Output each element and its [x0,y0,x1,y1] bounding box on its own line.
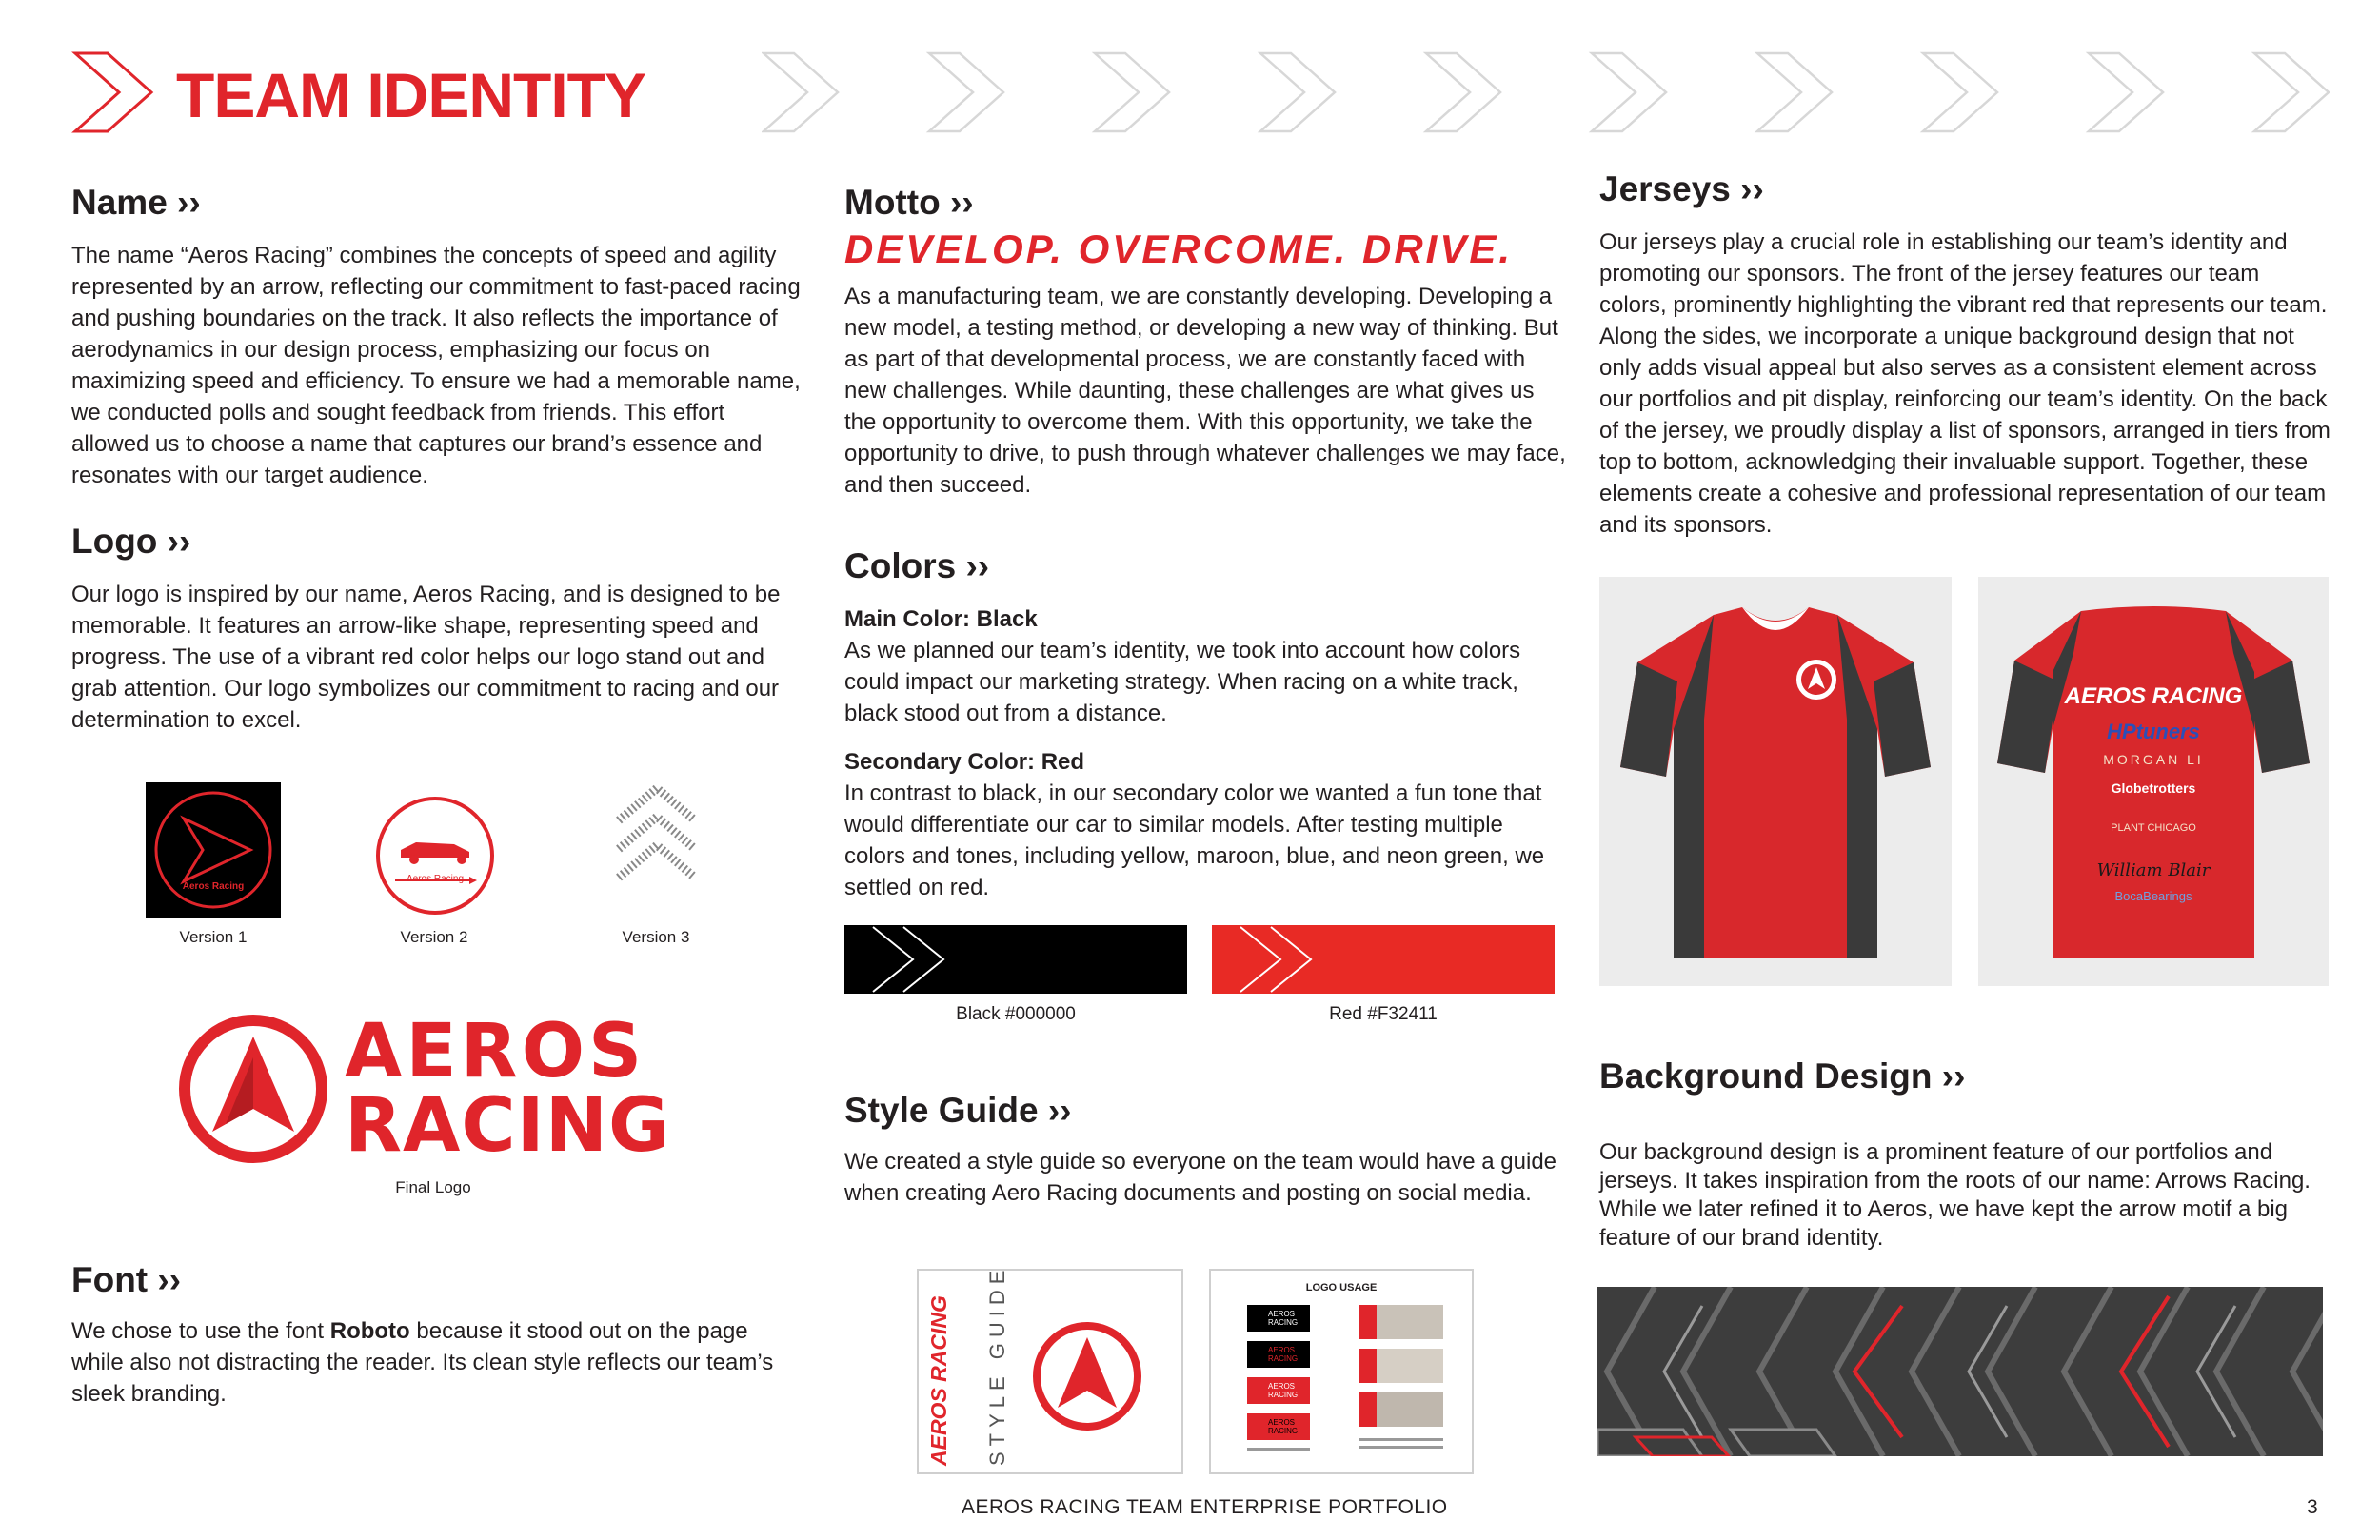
header-chevron-icon [71,49,157,135]
motto-body: As a manufacturing team, we are constantly developing. Developing a new model, a testing method, or developing a new way of thinking. But as part of that developmental process, we are constantly faced with new challenges. While daunting, these challenges are what gives us the opportunity to overcome them. With this opportunity, we take the opportunity to drive, to push through whatever challenges we may face, and then succeed. [844,284,1566,498]
final-logo-line1: AEROS [345,1009,646,1095]
background-design-image [1597,1287,2323,1456]
style-guide-body: We created a style guide so everyone on the team would have a guide when creating Aero Racing documents and posting on social media. [844,1149,1557,1206]
background-design-body: Our background design is a prominent feature of our portfolios and jerseys. It takes inspiration from the roots of our name: Arrows Racing. While we later refined it to Aeros, we have kept the arrow motif a big feature of our brand identity. [1599,1139,2311,1251]
photo-thumb-3 [1359,1392,1443,1427]
mini-logo-4 [1247,1413,1310,1440]
version-1-text: Aeros Racing [182,881,245,892]
version-1-caption: Version 1 [179,928,248,946]
mini-logo-text: AEROS [1268,1346,1296,1354]
style-guide-page [1209,1269,1474,1474]
page-title: TEAM IDENTITY [176,60,645,130]
arrow-logo-icon [146,782,281,918]
sponsor-bocabearings: BocaBearings [2114,889,2192,903]
page-number: 3 [2307,1496,2318,1518]
mini-logo-text: AEROS [1268,1382,1296,1391]
secondary-color-title: Secondary Color: Red [844,749,1085,775]
photo-thumb-2 [1359,1349,1443,1383]
fine-print [1247,1448,1310,1451]
footer-text: AEROS RACING TEAM ENTERPRISE PORTFOLIO [962,1496,1448,1518]
chevron-pattern-icon [762,49,2332,135]
mini-logo-text: AEROS [1268,1418,1296,1427]
main-color-body: As we planned our team’s identity, we took into account how colors could impact our marketing strategy. When racing on a white track, black stood out from a distance. [844,638,1521,726]
main-color-title: Main Color: Black [844,606,1038,632]
logo-body: Our logo is inspired by our name, Aeros Racing, and is designed to be memorable. It features an arrow-like shape, representing speed and progress. The use of a vibrant red color helps our logo stand out and grab attention. Our logo symbolizes our commitment to racing and our determination to excel. [71,582,781,733]
logo-usage-title: LOGO USAGE [1305,1282,1378,1293]
mini-logo-3 [1247,1377,1310,1404]
motto-text: DEVELOP. OVERCOME. DRIVE. [844,227,1514,271]
sponsor-william-blair: William Blair [2096,860,2211,880]
red-swatch [1212,925,1555,994]
sponsor-morganli: MORGAN LI [2103,752,2204,767]
halftone-chevron-icon [609,782,704,897]
style-guide-cover [917,1264,1183,1474]
mini-logo-2 [1247,1341,1310,1368]
mini-logo-text: RACING [1268,1318,1299,1327]
font-body-after: because it stood out on the page while also not distracting the reader. Its clean style reflects our team’s sleek branding. [71,1318,774,1407]
mini-logo-text: RACING [1268,1427,1299,1435]
logo-heading: Logo ›› [71,522,191,561]
background-design-heading: Background Design ›› [1599,1056,1966,1096]
font-body [71,1315,804,1410]
mini-logo-text: AEROS [1268,1310,1296,1318]
black-swatch-label: Black #000000 [956,1004,1076,1024]
jersey-front-icon [1599,577,1952,986]
swatch-chevron-icon [844,925,987,994]
jersey-front-image [1599,577,1952,986]
cover-title: AEROS RACING [926,1295,951,1466]
cover-subtitle: STYLE GUIDE [985,1264,1009,1466]
jersey-back-image [1978,577,2329,986]
logo-version-2 [374,795,496,917]
style-guide-heading: Style Guide ›› [844,1091,1072,1130]
jersey-back-title: AEROS RACING [2064,683,2243,709]
sponsor-globetrotters: Globetrotters [2111,780,2196,796]
swatch-chevron-icon [1212,925,1355,994]
version-3-caption: Version 3 [622,928,690,946]
red-swatch-label: Red #F32411 [1329,1004,1438,1024]
sponsor-plant-chicago: PLANT CHICAGO [2111,822,2196,834]
secondary-color-body: In contrast to black, in our secondary color we wanted a fun tone that would differentiate our car to similar models. After testing multiple colors and tones, including yellow, maroon, blue, and neon green, we settled on red. [844,780,1545,900]
version-2-caption: Version 2 [400,928,468,946]
final-logo-line2: RACING [345,1083,670,1169]
header-chevron-row [762,49,2332,135]
fine-print [1359,1438,1443,1441]
mini-logo-text: RACING [1268,1391,1299,1399]
font-body-before: We chose to use the font [71,1318,330,1344]
font-heading: Font ›› [71,1260,182,1299]
race-car-logo-icon [374,795,496,917]
colors-heading: Colors ›› [844,546,990,585]
fine-print [1359,1446,1443,1449]
mini-logo-1 [1247,1305,1310,1332]
cover-logo-icon [1031,1320,1143,1432]
jerseys-heading: Jerseys ›› [1599,169,1764,208]
arrow-pattern-icon [1597,1287,2323,1456]
final-logo-icon [178,1014,328,1164]
motto-heading: Motto ›› [844,183,974,222]
black-swatch [844,925,1187,994]
sponsor-hptuners: HPtuners [2107,720,2200,743]
mini-logo-text: RACING [1268,1354,1299,1363]
jerseys-body: Our jerseys play a crucial role in establishing our team’s identity and promoting our sponsors. The front of the jersey features our team colors, prominently highlighting the vibrant red that represents our team. Along the sides, we incorporate a unique background design that not only adds visual appeal but also serves as a consistent element across our portfolios and pit display, reinforcing our team’s identity. On the back of the jersey, we proudly display a list of sponsors, arranged in tiers from top to bottom, acknowledging their invaluable support. Together, these elements create a cohesive and professional representation of our team and its sponsors. [1599,229,2330,538]
name-heading: Name ›› [71,183,201,222]
name-body: The name “Aeros Racing” combines the concepts of speed and agility represented by an arrow, reflecting our commitment to fast-paced racing and pushing boundaries on the track. It also reflects the importance of aerodynamics in our design process, emphasizing our focus on maximizing speed and efficiency. To ensure we had a memorable name, we conducted polls and sought feedback from friends. This effort allowed us to choose a name that captures our brand’s essence and resonates with our target audience. [71,243,801,488]
logo-version-1 [146,782,281,918]
version-2-text: Aeros Racing [406,874,465,884]
final-logo-caption: Final Logo [395,1178,471,1196]
photo-thumb-1 [1359,1305,1443,1339]
font-name: Roboto [329,1318,410,1344]
